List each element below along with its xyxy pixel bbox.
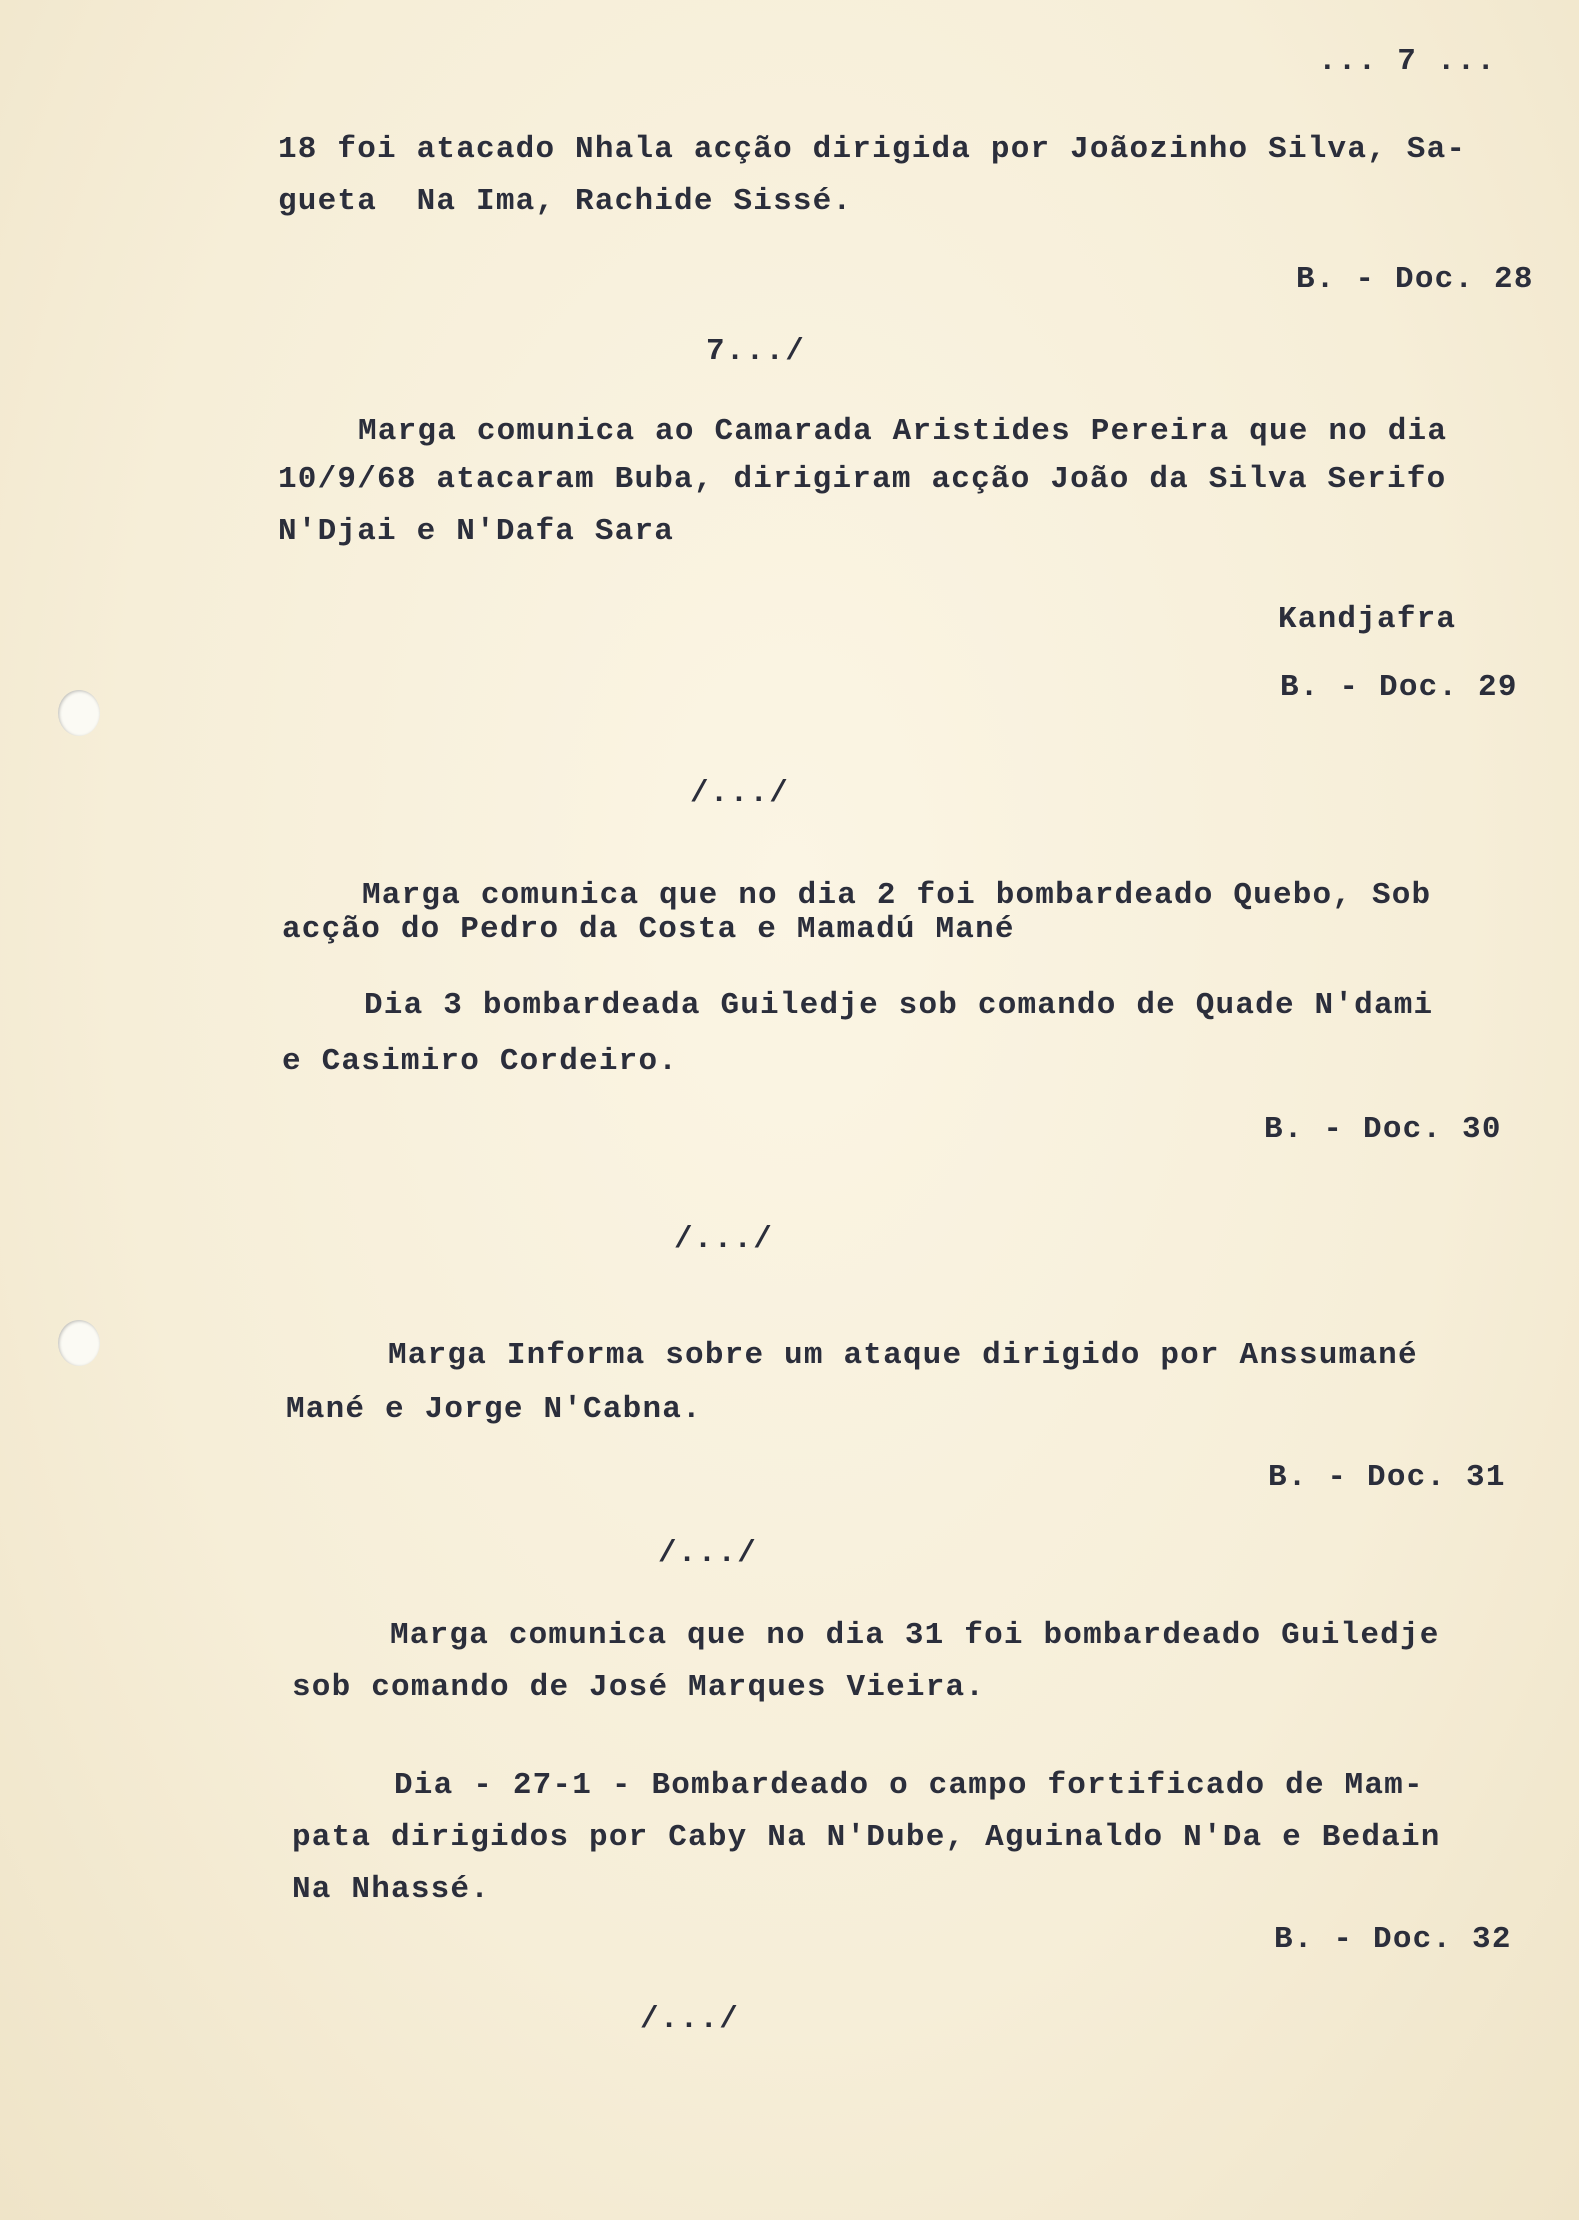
doc-reference: B. - Doc. 32 (1274, 1922, 1512, 1957)
text-line: pata dirigidos por Caby Na N'Dube, Aguinaldo N'Da e Bedain (292, 1820, 1441, 1855)
text-line: acção do Pedro da Costa e Mamadú Mané (282, 912, 1015, 947)
doc-reference: B. - Doc. 28 (1296, 262, 1534, 297)
text-line: Dia 3 bombardeada Guiledje sob comando de Quade N'dami (364, 988, 1434, 1023)
text-line: Marga Informa sobre um ataque dirigido por Anssumané (388, 1338, 1418, 1373)
text-line: Dia - 27-1 - Bombardeado o campo fortificado de Mam- (394, 1768, 1424, 1803)
punch-hole-top (58, 690, 100, 736)
text-line: Marga comunica ao Camarada Aristides Pereira que no dia (358, 414, 1448, 449)
doc-reference: B. - Doc. 29 (1280, 670, 1518, 705)
text-line: Marga comunica que no dia 2 foi bombardeado Quebo, Sob (362, 878, 1432, 913)
signature-name: Kandjafra (1278, 602, 1457, 637)
text-line: sob comando de José Marques Vieira. (292, 1670, 986, 1705)
text-line: N'Djai e N'Dafa Sara (278, 514, 675, 549)
text-line: gueta Na Ima, Rachide Sissé. (278, 184, 853, 219)
text-line: e Casimiro Cordeiro. (282, 1044, 679, 1079)
text-line: 10/9/68 atacaram Buba, dirigiram acção João da Silva Serifo (278, 462, 1447, 497)
section-separator: /.../ (658, 1536, 758, 1571)
text-line: Mané e Jorge N'Cabna. (286, 1392, 702, 1427)
section-separator: /.../ (640, 2002, 740, 2037)
doc-reference: B. - Doc. 31 (1268, 1460, 1506, 1495)
text-line: 18 foi atacado Nhala acção dirigida por Joãozinho Silva, Sa- (278, 132, 1467, 167)
section-separator: /.../ (690, 776, 790, 811)
section-separator: 7.../ (706, 334, 806, 369)
text-line: Marga comunica que no dia 31 foi bombardeado Guiledje (390, 1618, 1440, 1653)
section-separator: /.../ (674, 1222, 774, 1257)
doc-reference: B. - Doc. 30 (1264, 1112, 1502, 1147)
text-line: Na Nhassé. (292, 1872, 491, 1907)
punch-hole-bottom (58, 1320, 100, 1366)
page-number: ... 7 ... (1318, 44, 1497, 79)
